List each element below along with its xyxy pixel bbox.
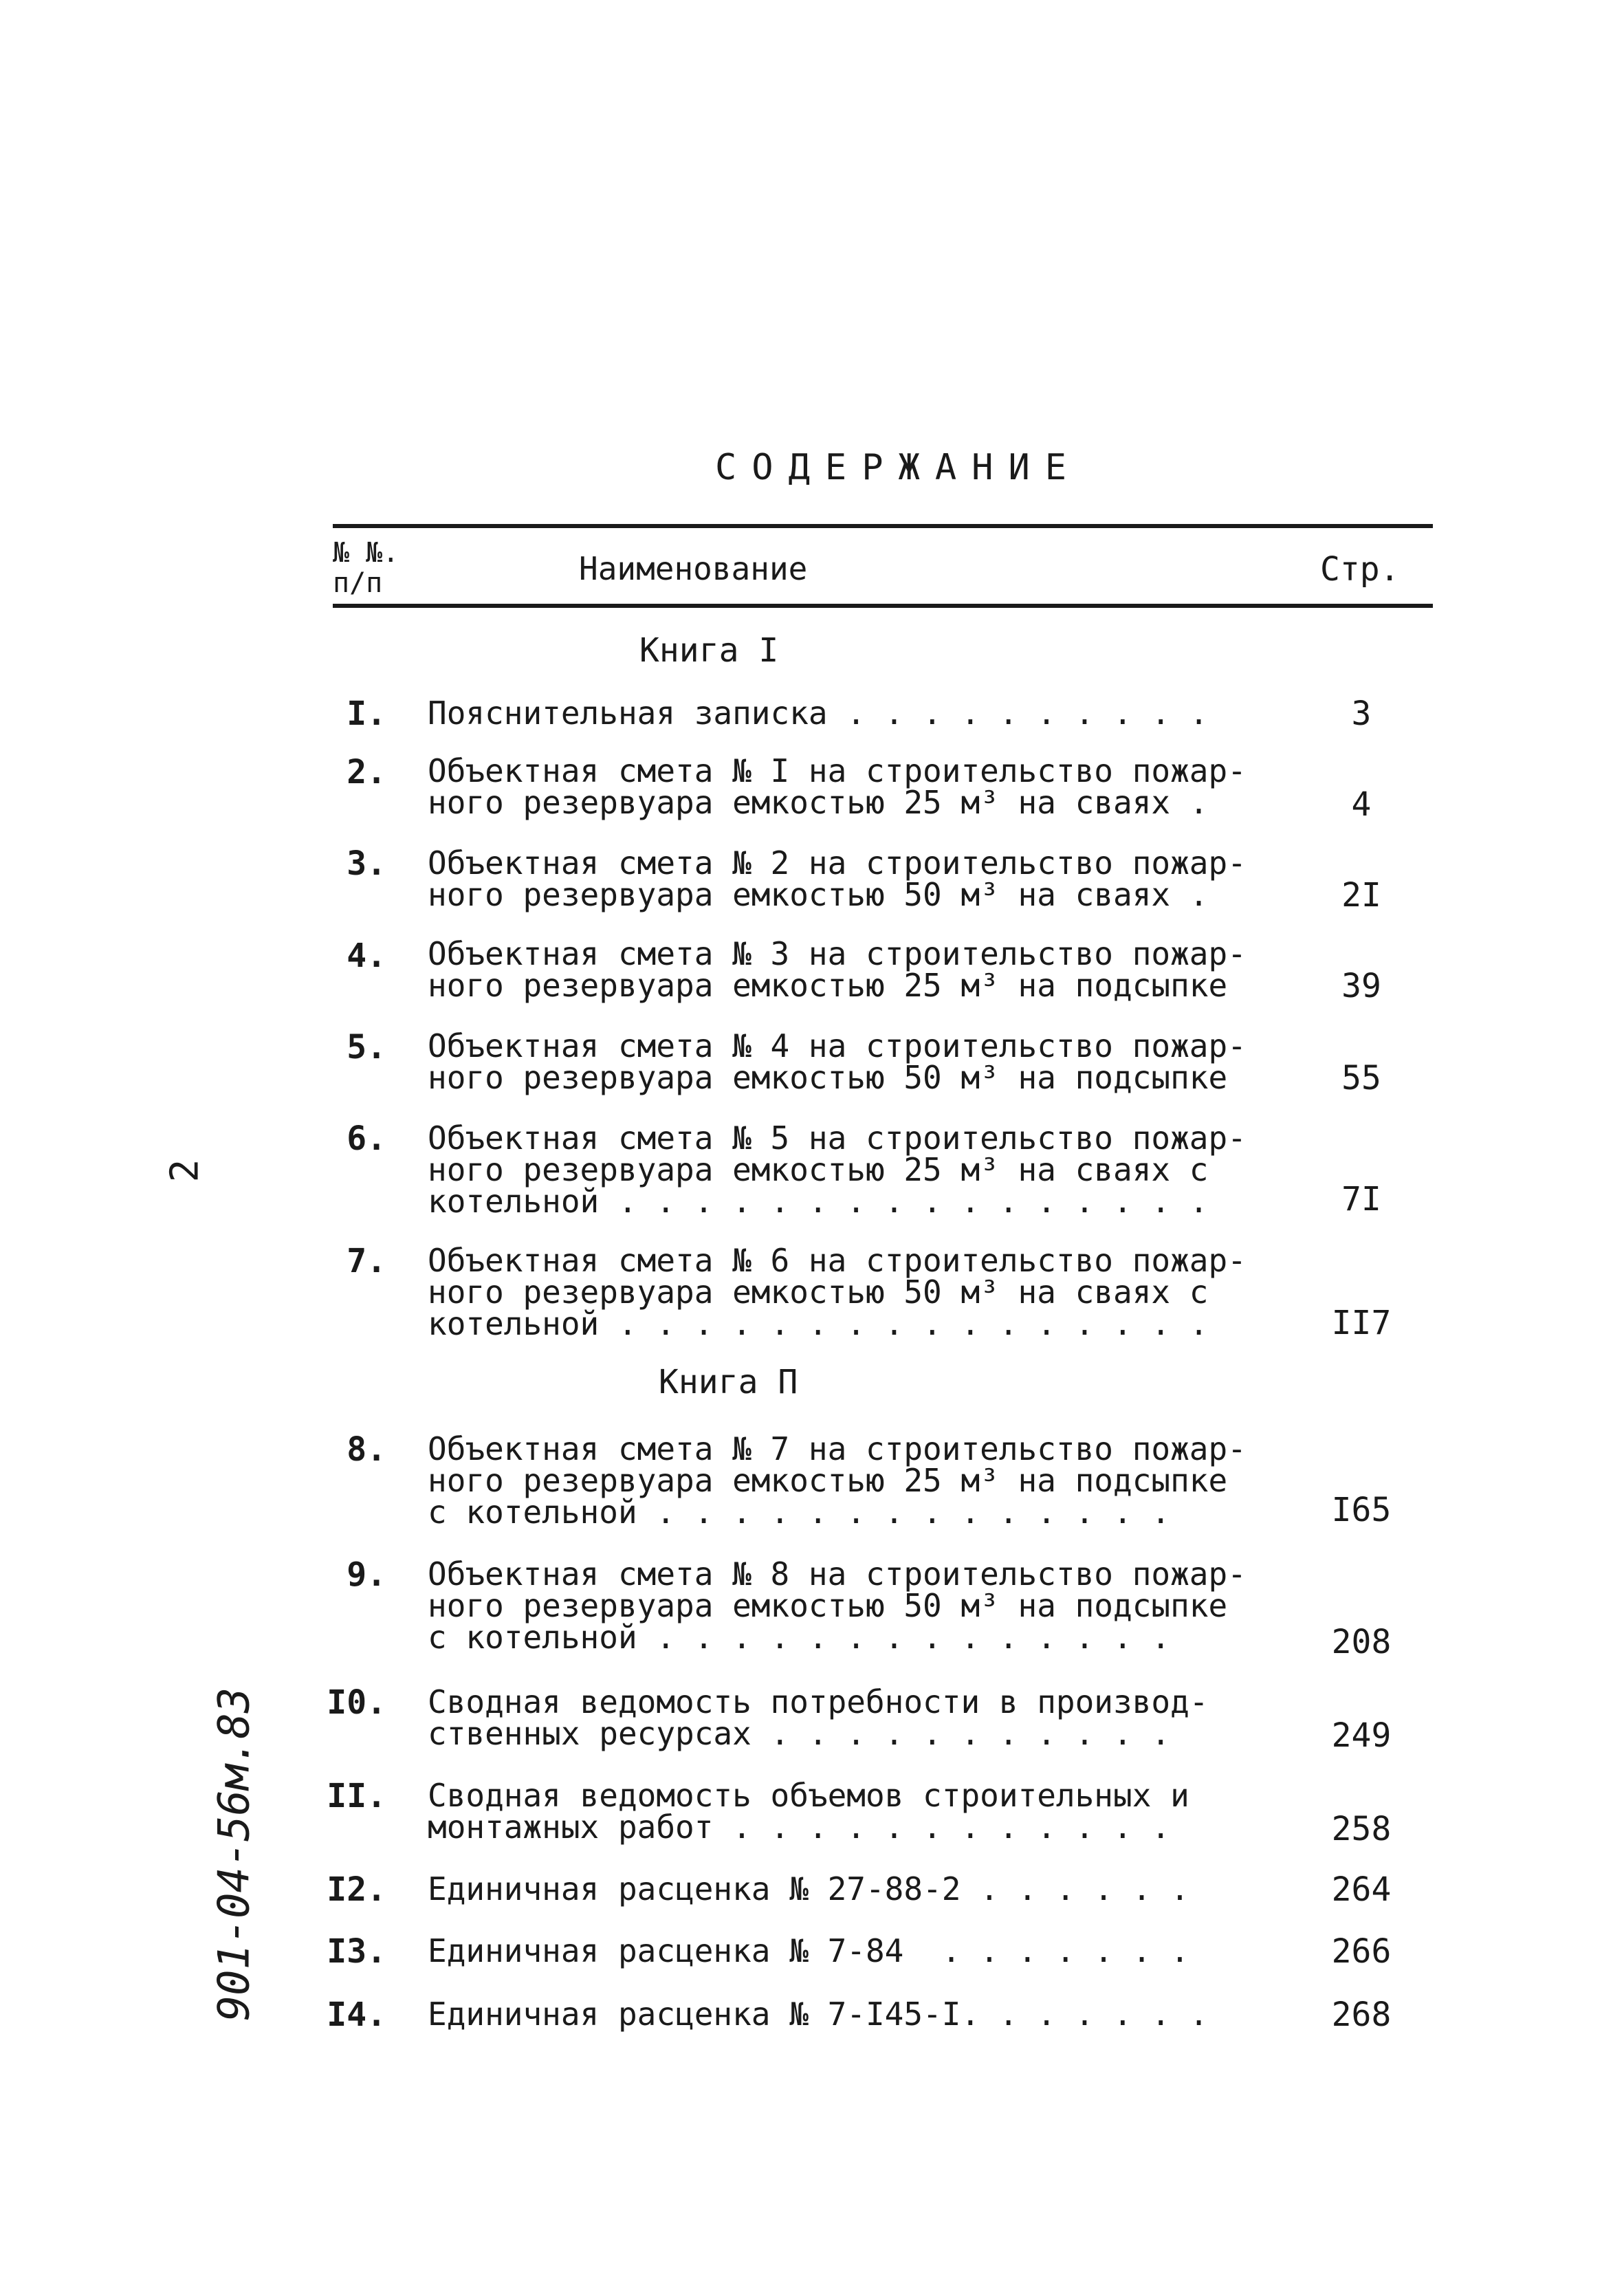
item-page: 4 [1351, 785, 1372, 824]
item-title: Объектная смета № 8 на строительство пожар- ного резервуара емкостью 50 м³ на подсыпке с котельной . . . . . . . . . . . . . . [428, 1555, 1247, 1656]
item-page: 7I [1341, 1180, 1381, 1218]
item-number: 8. [347, 1430, 386, 1469]
item-title: Сводная ведомость объемов строительных и монтажных работ . . . . . . . . . . . . [428, 1777, 1189, 1846]
item-number: II. [327, 1777, 386, 1815]
item-title: Единичная расценка № 7-I45-I. . . . . . . [428, 1996, 1209, 2033]
header-top-rule [333, 524, 1433, 528]
item-title: Объектная смета № I на строительство пожар- ного резервуара емкостью 25 м³ на сваях . [428, 752, 1247, 821]
item-title: Сводная ведомость потребности в производ- ственных ресурсах . . . . . . . . . . . [428, 1683, 1209, 1752]
header-number-column: № №. п/п [333, 537, 399, 599]
item-number: 7. [347, 1242, 386, 1280]
item-page: 3 [1351, 695, 1372, 733]
side-document-code: 901-04-56м.83 [208, 1687, 259, 2022]
item-title: Пояснительная записка . . . . . . . . . . [428, 695, 1209, 732]
item-number: 4. [347, 937, 386, 975]
item-page: 266 [1331, 1932, 1392, 1971]
item-page: 264 [1331, 1870, 1392, 1909]
item-page: 39 [1341, 967, 1381, 1005]
item-number: I2. [327, 1870, 386, 1909]
item-number: I4. [327, 1996, 386, 2034]
item-title: Объектная смета № 6 на строительство пожар- ного резервуара емкостью 50 м³ на сваях с котельной . . . . . . . . . . . . . . . . [428, 1242, 1247, 1342]
item-title: Объектная смета № 2 на строительство пожар- ного резервуара емкостью 50 м³ на сваях . [428, 844, 1247, 913]
item-page: 55 [1341, 1059, 1381, 1097]
item-title: Объектная смета № 4 на строительство пожар- ного резервуара емкостью 50 м³ на подсыпке [428, 1027, 1247, 1096]
item-title: Объектная смета № 7 на строительство пожар- ного резервуара емкостью 25 м³ на подсыпке с котельной . . . . . . . . . . . . . . [428, 1430, 1247, 1531]
item-number: 3. [347, 844, 386, 883]
item-number: 6. [347, 1119, 386, 1158]
page-title: СОДЕРЖАНИЕ [715, 447, 1082, 488]
item-page: 258 [1331, 1810, 1392, 1848]
item-title: Единичная расценка № 27-88-2 . . . . . . [428, 1870, 1189, 1907]
item-page: 208 [1331, 1623, 1392, 1661]
item-page: I65 [1331, 1491, 1392, 1529]
side-page-number: 2 [162, 1159, 208, 1183]
item-number: 9. [347, 1555, 386, 1594]
item-title: Единичная расценка № 7-84 . . . . . . . [428, 1932, 1189, 1969]
item-number: 5. [347, 1028, 386, 1067]
item-title: Объектная смета № 5 на строительство пожар- ного резервуара емкостью 25 м³ на сваях с котельной . . . . . . . . . . . . . . . . [428, 1119, 1247, 1220]
header-page-column: Стр. [1320, 550, 1400, 589]
item-page: II7 [1331, 1304, 1392, 1342]
book-1-heading: Книга I [639, 631, 779, 670]
item-title: Объектная смета № 3 на строительство пожар- ного резервуара емкостью 25 м³ на подсыпке [428, 935, 1247, 1004]
header-name-column: Наименование [579, 550, 808, 587]
item-page: 2I [1341, 876, 1381, 915]
header-bottom-rule [333, 604, 1433, 608]
item-number: 2. [347, 753, 386, 791]
item-number: I3. [327, 1932, 386, 1971]
item-number: I0. [327, 1683, 386, 1722]
item-page: 268 [1331, 1996, 1392, 2034]
book-2-heading: Книга П [659, 1363, 798, 1401]
item-number: I. [347, 695, 386, 733]
item-page: 249 [1331, 1716, 1392, 1755]
